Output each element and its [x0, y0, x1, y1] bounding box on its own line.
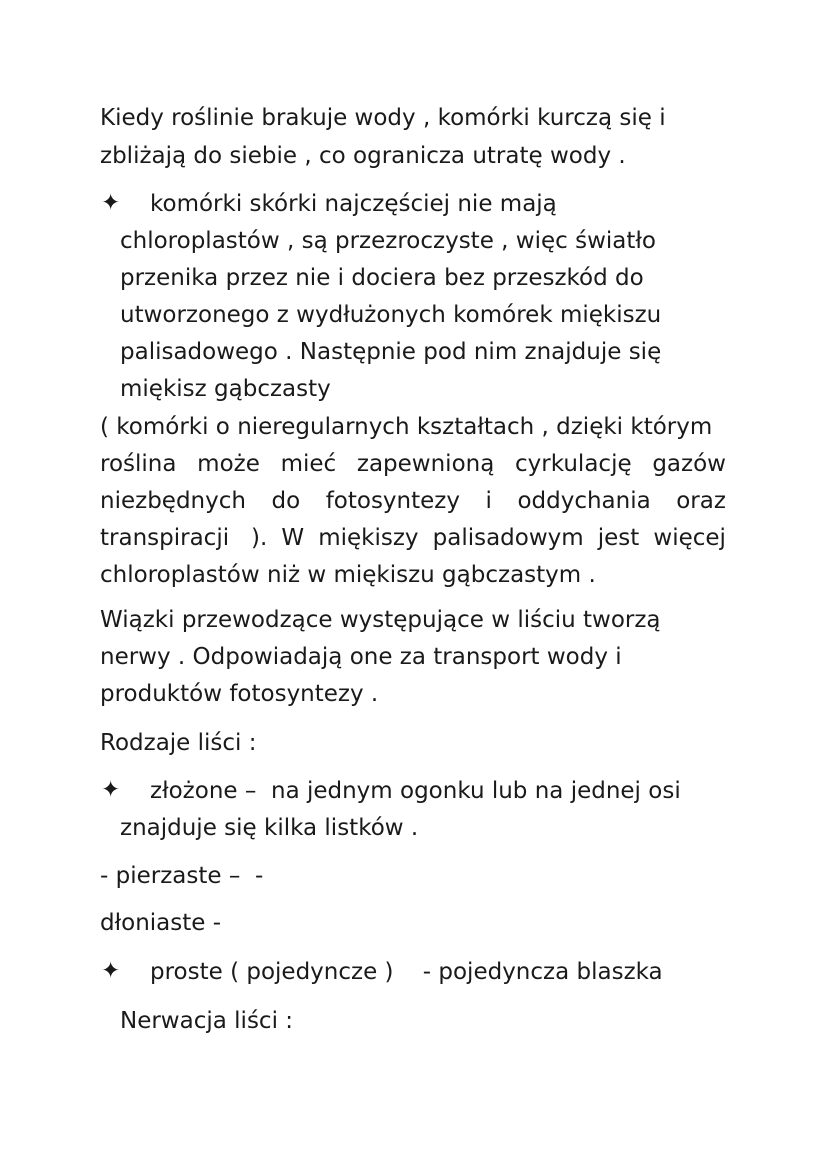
word: niezbędnych [100, 488, 246, 514]
word: mieć [280, 451, 337, 477]
four-pointed-star-icon: ✦ [101, 958, 121, 984]
bullet1-line5: palisadowego . Następnie pod nim znajduje się [120, 339, 662, 365]
word: jest [597, 525, 640, 551]
bullet2-line2: znajduje się kilka listków . [120, 815, 419, 841]
bullet1-line6: miękisz gąbczasty [120, 376, 331, 402]
word: oddychania [517, 488, 651, 514]
bullet1-line3: przenika przez nie i dociera bez przeszkód do [120, 265, 644, 291]
paragraph2-line3 [100, 483, 726, 520]
word: gazów [652, 451, 726, 477]
bullet3-line1: proste ( pojedyncze ) - pojedyncza blaszka [150, 959, 663, 985]
paragraph2-line2 [100, 446, 726, 483]
four-pointed-star-icon: ✦ [101, 190, 121, 216]
paragraph2-line1: ( komórki o nieregularnych kształtach , dzięki którym [100, 414, 713, 440]
heading-venation: Nerwacja liści : [120, 1008, 294, 1034]
paragraph2-line5: chloroplastów niż w miękiszu gąbczastym . [100, 562, 596, 588]
word: W [281, 525, 305, 551]
paragraph3-line1: Wiązki przewodzące występujące w liściu tworzą [100, 607, 661, 633]
bullet1-line1: komórki skórki najczęściej nie mają [150, 191, 557, 217]
four-pointed-star-icon: ✦ [101, 777, 121, 803]
paragraph3-line3: produktów fotosyntezy . [100, 681, 379, 707]
pinnate-line: - pierzaste – - [100, 863, 264, 889]
paragraph1-line2: zbliżają do siebie , co ogranicza utratę wody . [100, 143, 626, 169]
word: cyrkulację [515, 451, 632, 477]
word: i [485, 488, 492, 514]
paragraph3-line2: nerwy . Odpowiadają one za transport wody i [100, 644, 622, 670]
palmate-line: dłoniaste - [100, 910, 222, 936]
word: transpiracji ). [100, 525, 268, 551]
word: zapewnioną [356, 451, 495, 477]
word: więcej [653, 525, 726, 551]
word: roślina [100, 451, 177, 477]
word: oraz [676, 488, 726, 514]
word: palisadowym [432, 525, 584, 551]
bullet1-line4: utworzonego z wydłużonych komórek miękiszu [120, 302, 662, 328]
bullet1-line2: chloroplastów , są przezroczyste , więc światło [120, 228, 656, 254]
heading-leaf-types: Rodzaje liści : [100, 730, 257, 756]
paragraph1-line1: Kiedy roślinie brakuje wody , komórki kurczą się i [100, 105, 666, 131]
word: miękiszy [318, 525, 419, 551]
paragraph2-line4 [100, 520, 726, 557]
word: do [271, 488, 301, 514]
bullet2-line1: złożone – na jednym ogonku lub na jednej osi [150, 778, 681, 804]
word: może [197, 451, 260, 477]
word: fotosyntezy [325, 488, 460, 514]
